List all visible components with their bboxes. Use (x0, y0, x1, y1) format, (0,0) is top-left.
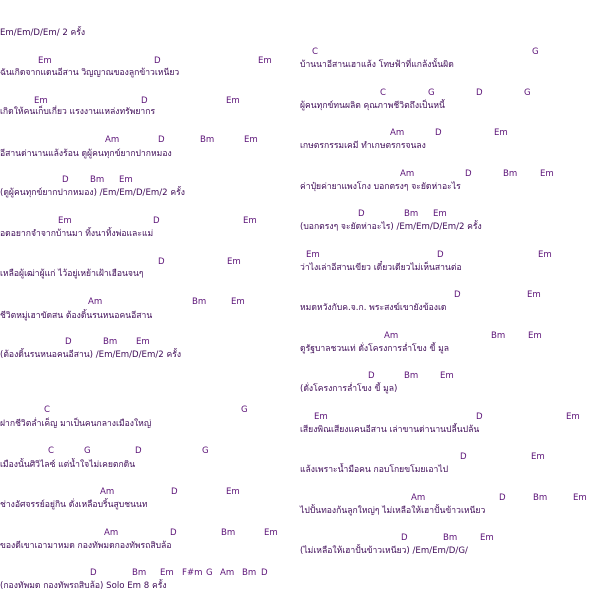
lyric-line: อีสานด่านานแล้งร้อน ดูผู้คนทุกข์ยากปากหมอง (0, 149, 172, 159)
lyric-line: หมดหวังกับค.จ.ก. พระสงฆ์เขายังข้องเด (300, 303, 447, 313)
chord: Bm (200, 135, 215, 145)
chord-line (0, 446, 300, 458)
lyric-line: (กองทัพมด กองทัพรถสิบล้อ) Solo Em 8 ครั้ง (0, 581, 167, 591)
chord: Am (400, 169, 415, 179)
chord: Am (411, 493, 426, 503)
chord: D (460, 452, 467, 462)
chord: Bm (132, 568, 147, 578)
chord: Em (440, 371, 454, 381)
lyric-line: ฉันเกิดจากแดนอีสาน วิญญาณของลูกข้าวเหนียว (0, 68, 180, 78)
chord: Em (226, 487, 240, 497)
chord: D (435, 128, 442, 138)
chord-line (0, 175, 300, 187)
chord: Bm (443, 533, 458, 543)
chord: G (241, 405, 248, 415)
chord-line (300, 331, 600, 343)
chord: Em (540, 169, 554, 179)
lyric-line: เหลือผู้เฒ่าผู้แก่ ไว้อยู่เหย้าเฝ้าเฮือนจนๆ (0, 269, 144, 279)
chord: D (153, 216, 160, 226)
lyric-line: เกิดให้คนเก็บเกี่ยว แรงงานแหล่งทรัพยากร (0, 107, 156, 117)
lyric-line: ฝากชีวิตล่ำเค็ญ มาเป็นคนกลางเมืองใหญ่ (0, 419, 152, 429)
chord-line (300, 290, 600, 302)
chord: Bm (503, 169, 518, 179)
chord: Em (480, 533, 494, 543)
chord: Em (531, 452, 545, 462)
chord: Am (104, 528, 119, 538)
chord: Bm (533, 493, 548, 503)
chord-line (0, 528, 300, 540)
chord: Bm (192, 297, 207, 307)
chord-line (0, 487, 300, 499)
chord: Bm (491, 331, 506, 341)
chord: D (437, 250, 444, 260)
chord: C (380, 88, 387, 98)
lyric-line: อดอยากจำจากบ้านมา ทิ้งนาทิ้งพ่อและแม่ (0, 229, 154, 239)
chord: G (202, 446, 209, 456)
chord: F#m (182, 568, 203, 578)
chord: Am (105, 135, 120, 145)
lyric-line: ชีวิตหมู่เฮาขัดสน ต้องดิ้นรนหนอคนอีสาน (0, 311, 153, 321)
chord: D (358, 209, 365, 219)
chord: G (532, 47, 539, 57)
lyric-line: ว่าไงเล่าอีสานเขียว เดี๋ยวเดียวไม่เห็นสานต่อ (300, 263, 462, 273)
chord: Em (244, 135, 258, 145)
lyric-line: ไปปั้นทองก้นลูกใหญ่ๆ ไม่เหลือให้เฮาปั้นข้าวเหนียว (300, 506, 486, 516)
chord: Am (100, 487, 115, 497)
chord: Am (390, 128, 405, 138)
chord: Em (227, 257, 241, 267)
chord: Em (573, 493, 587, 503)
chord: G (428, 88, 435, 98)
chord: Bm (404, 209, 419, 219)
chord-line (300, 533, 600, 545)
chord: D (65, 337, 72, 347)
chord: D (476, 88, 483, 98)
chord-line (0, 297, 300, 309)
chord-line (300, 250, 600, 262)
chord: Em (136, 337, 150, 347)
chord: D (476, 412, 483, 422)
lyric-line: ของดีเขาเอามาหมด กองทัพมดกองทัพรถสิบล้อ (0, 541, 172, 551)
lyric-line: (ดั่งโครงการล่ำโขง ขี้ มูล) (300, 384, 398, 394)
chord: D (401, 533, 408, 543)
chord-line (0, 337, 300, 349)
chord: Em (528, 331, 542, 341)
chord: Bm (103, 337, 118, 347)
chord: Em (34, 96, 48, 106)
lyric-line: บ้านนาอีสานเฮาแล้ง โทษฟ้าที่แกล้งนั้นผิด (300, 60, 454, 70)
chord: Em (538, 250, 552, 260)
chord: Em (38, 56, 52, 66)
chord: Em (527, 290, 541, 300)
chord-line (0, 405, 300, 417)
lyric-line: (ไม่เหลือให้เฮาปั้นข้าวเหนียว) /Em/Em/D/G/ (300, 546, 468, 556)
chord-line (300, 169, 600, 181)
chord: Em (231, 297, 245, 307)
chord: Em (258, 56, 272, 66)
chord: Am (88, 297, 103, 307)
lyric-line: เกษตรกรรมเคมี ทำเกษตรกรจนลง (300, 141, 426, 151)
chord-line (0, 56, 300, 68)
intro-line: Em/Em/D/Em/ 2 ครั้ง (0, 28, 86, 38)
chord: D (158, 135, 165, 145)
chord: Em (226, 96, 240, 106)
chord: D (62, 175, 69, 185)
chord-line (0, 216, 300, 228)
chord: Bm (404, 371, 419, 381)
chord: Em (160, 568, 174, 578)
chord-line (0, 257, 300, 269)
lyric-line: ผู้คนทุกข์ทนผลิต คุณภาพชีวิตถึงเป็นหนี้ (300, 101, 445, 111)
chord: D (261, 568, 268, 578)
chord: C (44, 405, 51, 415)
chord: Am (384, 331, 399, 341)
chord-line (300, 493, 600, 505)
chord: Em (243, 216, 257, 226)
chord: C (48, 446, 55, 456)
chord-line (300, 452, 600, 464)
chord-line (0, 568, 300, 580)
lyric-line: แล้งเพราะน้ำมือคน กอบโกยขโมยเอาไป (300, 465, 449, 475)
lyric-line: (ต้องดิ้นรนหนอคนอีสาน) /Em/Em/D/Em/2 ครั้ง (0, 350, 182, 360)
chord: D (368, 371, 375, 381)
chord: Em (314, 412, 328, 422)
chord-line (300, 412, 600, 424)
chord: C (312, 47, 319, 57)
chord: Bm (221, 528, 236, 538)
chord-line (300, 209, 600, 221)
chord: D (465, 169, 472, 179)
chord-line (300, 128, 600, 140)
lyric-line: เมืองนั้นศิวิไลซ์ แต่น้ำใจไม่เคยตกดิน (0, 460, 136, 470)
chord: Em (264, 528, 278, 538)
chord: Bm (242, 568, 257, 578)
lyric-line: ดูรัฐบาลชวนเท่ ดั่งโครงการล่ำโขง ขี้ มูล (300, 344, 449, 354)
chord: D (141, 96, 148, 106)
chord: D (90, 568, 97, 578)
chord: G (206, 568, 213, 578)
chord: G (84, 446, 91, 456)
chord: Bm (90, 175, 105, 185)
chord: D (154, 56, 161, 66)
chord: D (499, 493, 506, 503)
lyric-line: (บอกตรงๆ จะยัดห่าอะไร) /Em/Em/D/Em/2 ครั้ง (300, 222, 482, 232)
chord-line (300, 88, 600, 100)
chord: D (170, 528, 177, 538)
chord: D (171, 487, 178, 497)
chord: Em (119, 175, 133, 185)
chord: D (135, 446, 142, 456)
chord-line (0, 135, 300, 147)
lyric-line: (ดูผู้คนทุกข์ยากปากหมอง) /Em/Em/D/Em/2 ครั้ง (0, 188, 185, 198)
chord-line (300, 371, 600, 383)
lyric-line: ค่าปุ๋ยค่ายาแพงโกง บอกตรงๆ จะยัดห่าอะไร (300, 182, 461, 192)
chord: Am (220, 568, 235, 578)
chord-line (300, 47, 600, 59)
chord: Em (58, 216, 72, 226)
lyric-line: เสียงพิณเสียงแคนอีสาน เล่าขานด่านานปลี้นปล้น (300, 425, 480, 435)
chord: Em (433, 209, 447, 219)
chord: D (158, 257, 165, 267)
chord: Em (494, 128, 508, 138)
chord: G (524, 88, 531, 98)
chord: Em (566, 412, 580, 422)
lyric-line: ช่างอัศจรรย์อยู่กิน ดั่งเหลือบริ้นสูบชนนท (0, 500, 148, 510)
chord: Em (306, 250, 320, 260)
chord: D (454, 290, 461, 300)
